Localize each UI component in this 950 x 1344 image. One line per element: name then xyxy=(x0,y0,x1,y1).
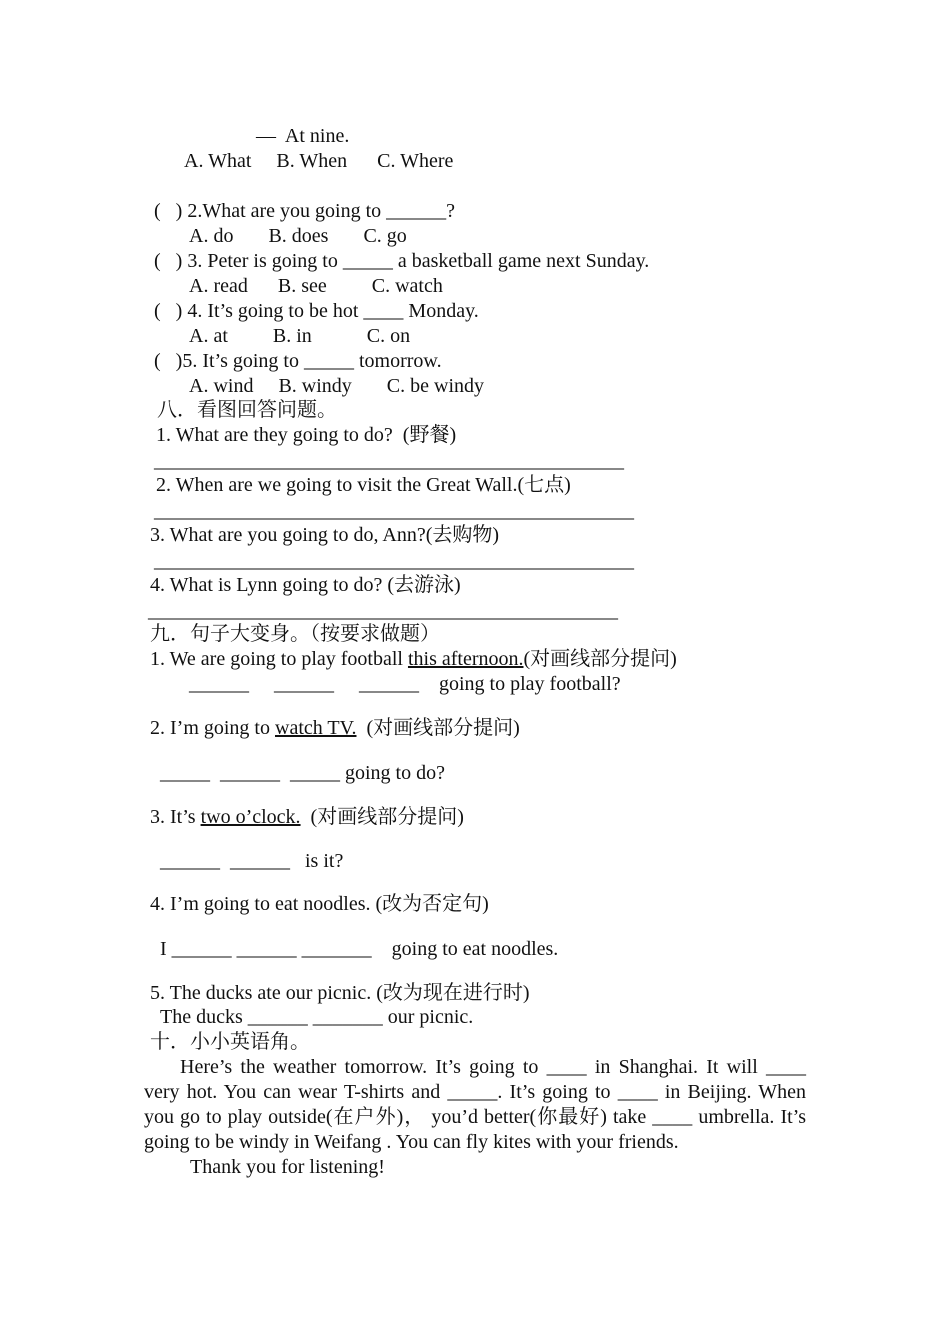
sec9-s1-text: 1. We are going to play football xyxy=(150,648,408,670)
sec9-s2-answer: _____ ______ _____ going to do? xyxy=(160,762,445,784)
q1-options: A. What B. When C. Where xyxy=(184,150,454,172)
q1-answer: — At nine. xyxy=(256,125,350,147)
q3-options: A. read B. see C. watch xyxy=(189,275,443,297)
sec8-q2: 2. When are we going to visit the Great Wall.(七点) xyxy=(156,474,571,496)
section-8-title: 八．看图回答问题。 xyxy=(157,399,337,421)
q5-options: A. wind B. windy C. be windy xyxy=(189,375,484,397)
sec9-s5: 5. The ducks ate our picnic. (改为现在进行时) xyxy=(150,982,530,1004)
sec9-s4: 4. I’m going to eat noodles. (改为否定句) xyxy=(150,893,489,915)
sec8-q3-answer-line: ________________________________________________ xyxy=(154,550,634,572)
sec9-s1 xyxy=(150,647,677,671)
sec9-s2-underlined: watch TV. xyxy=(275,717,357,739)
passage-text: Here’s the weather tomorrow. It’s going to ____ in Shanghai. It will ____ very hot. You can wear T-shirts and _____. It’s going to ____ in Beijing. When you go to play outside(在户外)， you’d better(你最好) take ____ umbrella. It’s going to be windy in Weifang . You can fly kites with your friends. xyxy=(144,1056,806,1153)
english-corner-passage xyxy=(144,1055,806,1180)
sec9-s1-answer: ______ ______ ______ going to play football? xyxy=(189,673,621,695)
sec9-s1-instruction: (对画线部分提问) xyxy=(523,648,677,670)
q4-question: ( ) 4. It’s going to be hot ____ Monday. xyxy=(154,300,479,322)
sec8-q1: 1. What are they going to do? (野餐) xyxy=(156,424,457,446)
q5-question: ( )5. It’s going to _____ tomorrow. xyxy=(154,350,442,372)
sec9-s3-text: 3. It’s xyxy=(150,806,201,828)
section-10-title: 十．小小英语角。 xyxy=(150,1031,310,1053)
passage-thanks: Thank you for listening! xyxy=(190,1156,385,1178)
sec9-s2-instruction: (对画线部分提问) xyxy=(356,717,520,739)
section-9-title: 九．句子大变身。（按要求做题） xyxy=(150,623,440,645)
sec9-s3-answer: ______ ______ is it? xyxy=(160,850,344,872)
sec9-s2-text: 2. I’m going to xyxy=(150,717,275,739)
q4-options: A. at B. in C. on xyxy=(189,325,411,347)
sec8-q2-answer-line: ________________________________________________ xyxy=(154,500,634,522)
sec8-q3: 3. What are you going to do, Ann?(去购物) xyxy=(150,524,500,546)
q3-question: ( ) 3. Peter is going to _____ a basketball game next Sunday. xyxy=(154,250,650,272)
sec9-s3-instruction: (对画线部分提问) xyxy=(300,806,464,828)
sec9-s3 xyxy=(150,805,464,829)
sec8-q1-answer-line: _______________________________________________ xyxy=(154,450,624,472)
q2-question: ( ) 2.What are you going to ______? xyxy=(154,200,456,222)
sec9-s2 xyxy=(150,716,520,740)
sec8-q4-answer-line: _______________________________________________ xyxy=(148,600,618,622)
q2-options: A. do B. does C. go xyxy=(189,225,407,247)
sec9-s4-answer: I ______ ______ _______ going to eat noodles. xyxy=(160,938,559,960)
sec8-q4: 4. What is Lynn going to do? (去游泳) xyxy=(150,574,461,596)
sec9-s3-underlined: two o’clock. xyxy=(200,806,301,828)
sec9-s5-answer: The ducks ______ _______ our picnic. xyxy=(160,1006,474,1028)
sec9-s1-underlined: this afternoon. xyxy=(407,648,524,670)
